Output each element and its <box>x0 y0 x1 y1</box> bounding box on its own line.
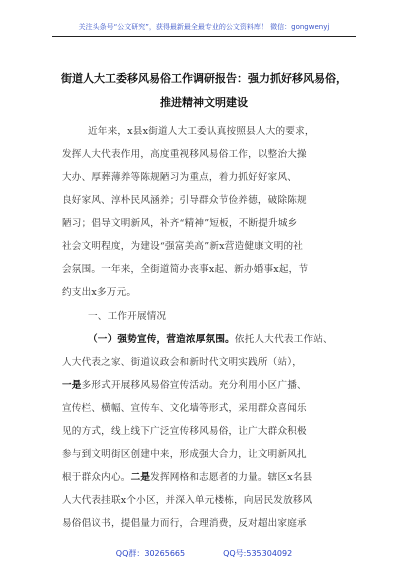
document-title-line-1: 街道人大工委移风易俗工作调研报告：强力抓好移风易俗， <box>61 72 347 85</box>
header-divider <box>52 36 356 37</box>
body-line-8: 人大代表挂联x个小区，并深入单元楼栋，向居民发放移风 <box>62 495 313 506</box>
intro-line-7: 会氛围。一年来，全街道简办丧事x起、新办婚事x起，节 <box>62 264 309 275</box>
intro-line-3: 大办、厚葬薄养等陈规陋习为重点，着力抓好好家风、 <box>62 172 298 183</box>
intro-line-5: 陋习；倡导文明新风，补齐“精神”短板，不断提升城乡 <box>62 218 298 229</box>
body-line-6: 参与到文明街区创建中来，形成强大合力，让文明新风扎 <box>62 449 307 460</box>
body-line-5: 见的方式，线上线下广泛宣传移风易俗，让广大群众积极 <box>62 426 307 437</box>
footer-contact <box>0 548 408 559</box>
section-heading: 一、工作开展情况 <box>88 311 167 322</box>
body-line-2: 人大代表之家、街道议政会和新时代文明实践所（站）， <box>62 357 303 368</box>
body-line-7-text-b: 发挥网格和志愿者的力量。辖区x名县 <box>150 472 313 483</box>
footer-qq-number: QQ号:535304092 <box>223 549 293 558</box>
subsection-line-1 <box>88 334 348 346</box>
subsection-heading: （一）强势宣传，营造浓厚氛围。 <box>88 334 235 345</box>
intro-line-1: 近年来，x县x街道人大工委认真按照县人大的要求， <box>88 126 315 137</box>
intro-line-8: 约支出x多万元。 <box>62 287 137 298</box>
point-one-label: 一是 <box>62 380 82 391</box>
document-title-line-2: 推进精神文明建设 <box>160 96 248 109</box>
footer-qq-group: QQ群：30265665 <box>115 549 186 558</box>
subsection-line-1-text: 依托人大代表工作站、 <box>234 334 333 345</box>
body-line-7 <box>62 472 348 484</box>
point-two-label: 二是 <box>130 472 151 483</box>
intro-line-4: 良好家风、淳朴民风涵养；引导群众节俭养德，破除陈规 <box>62 195 307 206</box>
body-line-9: 易俗倡议书，提倡量力而行，合理消费，反对超出家庭承 <box>62 518 307 529</box>
body-line-7-text-a: 根于群众内心。 <box>62 472 131 483</box>
intro-line-2: 发挥人大代表作用，高度重视移风易俗工作，以整治大操 <box>62 149 307 160</box>
body-line-4: 宣传栏、横幅、宣传车、文化墙等形式，采用群众喜闻乐 <box>62 403 307 414</box>
intro-line-6: 社会文明程度，为建设“强富美高”新x营造健康文明的社 <box>62 241 304 252</box>
body-line-3-text: 多形式开展移风易俗宣传活动。充分利用小区广播、 <box>81 380 307 391</box>
body-line-3 <box>62 380 348 392</box>
header-promo-text: 关注头条号“公文研究”，获得最新最全最专业的公文资料库！ 微信：gongwenyj <box>78 23 330 31</box>
